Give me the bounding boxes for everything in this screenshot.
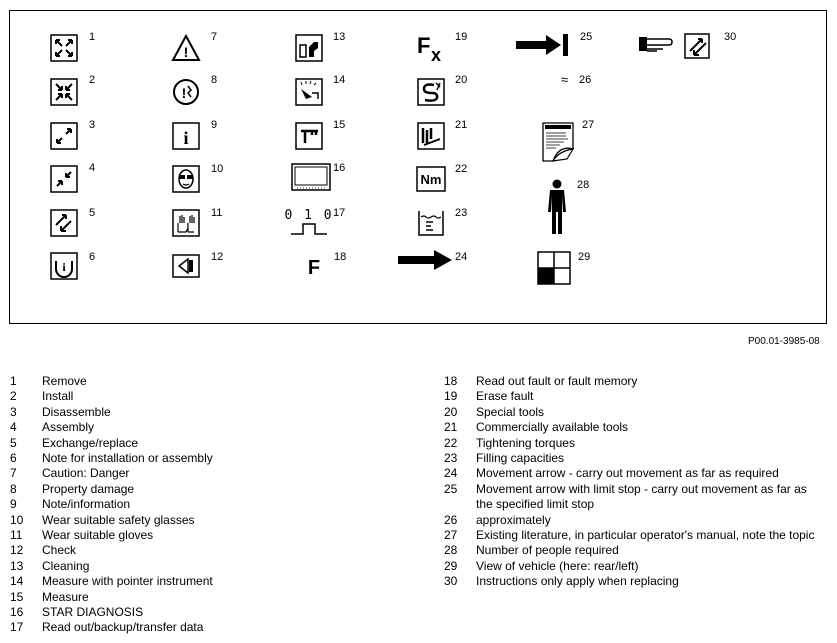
symbol-number: 24: [455, 251, 468, 263]
legend-number: 23: [444, 451, 458, 465]
svg-text:Nm: Nm: [420, 172, 442, 187]
symbol-number: 4: [89, 162, 96, 174]
legend-number: 3: [10, 404, 17, 419]
legend-number: 12: [10, 543, 24, 558]
svg-text:x: x: [431, 45, 442, 65]
remove-icon: [49, 33, 79, 63]
symbol-number: 10: [211, 163, 224, 175]
legend-number: 26: [444, 512, 458, 527]
legend-text: Exchange/replace: [42, 435, 139, 450]
erase-fault-icon: [414, 33, 454, 63]
legend-number: 20: [444, 404, 458, 419]
legend-number: 15: [10, 589, 24, 604]
property-damage-icon: [171, 77, 201, 107]
symbol-panel: [9, 10, 827, 324]
symbol-number: 12: [211, 251, 224, 263]
measure-icon: [294, 121, 324, 151]
legend-text: Tightening torques: [476, 435, 575, 450]
legend-number: 28: [444, 543, 458, 558]
legend-text: Commercially available tools: [476, 420, 629, 435]
svg-text:F: F: [307, 257, 321, 279]
special-tools-icon: [416, 77, 446, 107]
legend-number: 18: [444, 374, 458, 388]
disassemble-icon: [49, 121, 79, 151]
check-icon: [171, 251, 201, 281]
symbol-number: 14: [333, 74, 346, 86]
symbol-number: 28: [577, 179, 590, 191]
symbol-number: 16: [333, 162, 346, 174]
symbol-number: 26: [579, 74, 592, 86]
symbol-number: 18: [334, 251, 347, 263]
movement-arrow-icon: [397, 248, 453, 272]
legend-number: 8: [10, 481, 17, 496]
legend-text: Assembly: [42, 420, 95, 435]
legend-text: Read out/backup/transfer data: [42, 620, 204, 635]
transfer-data-icon: [284, 207, 334, 237]
safety-glasses-icon: [171, 164, 201, 194]
legend-text: Note/information: [42, 497, 131, 512]
legend-number: 24: [444, 466, 458, 481]
legend-text: STAR DIAGNOSIS: [42, 605, 144, 619]
fault-memory-icon: [304, 251, 324, 281]
symbol-number: 19: [455, 31, 468, 43]
symbol-number: 21: [455, 119, 468, 131]
legend-text: Special tools: [476, 404, 545, 419]
symbol-number: 6: [89, 251, 96, 263]
approximately-icon: ≈: [561, 72, 569, 87]
legend-text: Note for installation or assembly: [42, 451, 213, 465]
legend-text: Caution: Danger: [42, 466, 130, 481]
legend-number: 11: [10, 528, 23, 542]
legend-number: 1: [10, 374, 17, 388]
person-icon: [546, 179, 568, 237]
legend-number: 2: [10, 389, 17, 404]
legend-number: 22: [444, 435, 458, 450]
legend-number: 17: [10, 620, 24, 635]
legend-number: 16: [10, 605, 24, 619]
symbol-number: 20: [455, 74, 468, 86]
legend-number: 4: [10, 420, 17, 435]
install-icon: [49, 77, 79, 107]
legend-number: 25: [444, 481, 458, 496]
note-information-icon: [171, 121, 201, 151]
legend-text: Remove: [42, 374, 87, 388]
legend-number: 9: [10, 497, 17, 512]
symbol-number: 25: [580, 31, 593, 43]
symbol-number: 23: [455, 207, 468, 219]
replacing-instructions-icon: [637, 31, 717, 61]
legend-text: Install: [42, 389, 74, 404]
legend-text: Property damage: [42, 481, 135, 496]
symbol-number: 29: [578, 251, 591, 263]
legend-number: 13: [10, 558, 24, 573]
exchange-replace-icon: [49, 208, 79, 238]
legend-number: 6: [10, 451, 17, 465]
legend-number: 21: [444, 420, 458, 435]
symbol-number: 5: [89, 207, 96, 219]
legend-text: Existing literature, in particular operator's manual, note the topic: [476, 528, 815, 542]
legend-text: Instructions only apply when replacing: [476, 574, 679, 589]
gloves-icon: [171, 208, 201, 238]
legend-text: Wear suitable gloves: [42, 528, 154, 542]
legend-text: View of vehicle (here: rear/left): [476, 558, 639, 573]
symbol-number: 22: [455, 163, 468, 175]
legend-text: Movement arrow with limit stop - carry out movement as far as: [476, 481, 807, 496]
symbol-number: 30: [724, 31, 737, 43]
symbol-number: 9: [211, 119, 218, 131]
svg-text:F: F: [417, 33, 431, 58]
existing-literature-icon: [541, 121, 575, 163]
installation-note-icon: [49, 251, 79, 281]
legend-text: Check: [42, 543, 77, 558]
svg-text:!: !: [183, 44, 189, 60]
symbol-number: 17: [333, 207, 346, 219]
legend-number: 29: [444, 558, 458, 573]
svg-text:!: !: [181, 85, 187, 101]
legend-number: 30: [444, 574, 458, 589]
legend-text: Measure: [42, 589, 89, 604]
legend-number: 10: [10, 512, 24, 527]
svg-text:i: i: [183, 128, 189, 148]
svg-text:i: i: [62, 260, 66, 274]
legend-text: Read out fault or fault memory: [476, 374, 638, 388]
symbol-number: 27: [582, 119, 595, 131]
symbol-number: 15: [333, 119, 346, 131]
legend-text: Filling capacities: [476, 451, 565, 465]
symbol-number: 1: [89, 31, 96, 43]
legend-text: Erase fault: [476, 389, 534, 404]
legend-number: 5: [10, 435, 17, 450]
legend-item-continuation: the specified limit stop: [476, 497, 595, 512]
legend-text: Disassemble: [42, 404, 111, 419]
symbol-number: 8: [211, 74, 218, 86]
assembly-icon: [49, 164, 79, 194]
legend-text: Movement arrow - carry out movement as far as required: [476, 466, 779, 481]
figure-reference: P00.01-3985-08: [748, 336, 820, 347]
symbol-number: 7: [211, 31, 218, 43]
legend-text: Wear suitable safety glasses: [42, 512, 195, 527]
filling-capacities-icon: [416, 208, 446, 238]
legend-number: 7: [10, 466, 17, 481]
symbol-number: 11: [211, 207, 223, 219]
symbol-number: 13: [333, 31, 346, 43]
svg-text:0 1 0: 0 1 0: [284, 208, 334, 223]
legend-number: 19: [444, 389, 458, 404]
legend-text: Cleaning: [42, 558, 90, 573]
legend-text: approximately: [476, 512, 551, 527]
caution-danger-icon: [171, 33, 201, 63]
commercial-tools-icon: [416, 121, 446, 151]
symbol-number: 2: [89, 74, 96, 86]
view-of-vehicle-icon: [537, 251, 571, 285]
legend-text: Number of people required: [476, 543, 619, 558]
legend-number: 14: [10, 574, 24, 589]
legend-number: 27: [444, 528, 458, 542]
symbol-number: 3: [89, 119, 96, 131]
tightening-torque-icon: [416, 164, 446, 194]
arrow-limit-stop-icon: [515, 33, 571, 57]
cleaning-icon: [294, 33, 324, 63]
pointer-instrument-icon: [294, 77, 324, 107]
legend-text: Measure with pointer instrument: [42, 574, 213, 589]
star-diagnosis-icon: [291, 162, 331, 192]
